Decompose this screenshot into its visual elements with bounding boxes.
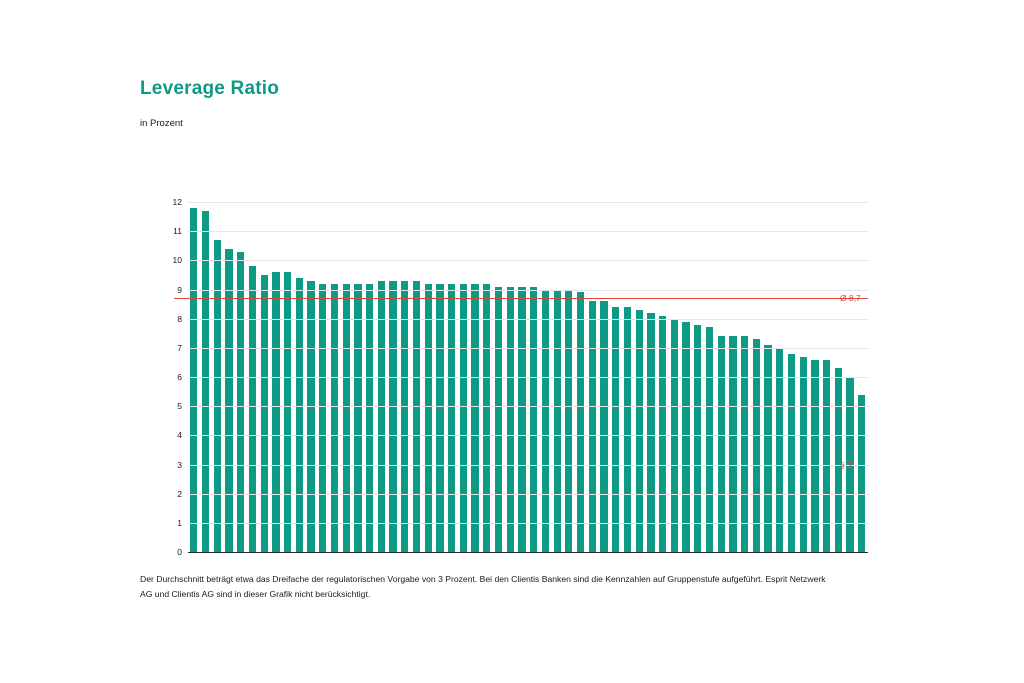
bar (389, 281, 396, 552)
bar (764, 345, 771, 552)
bar (460, 284, 467, 552)
bar (600, 301, 607, 552)
bar (483, 284, 490, 552)
bar (507, 287, 514, 552)
bar (753, 339, 760, 552)
y-axis-tick-label: 11 (173, 226, 182, 237)
y-axis-tick-label: 9 (177, 284, 182, 295)
bar (729, 336, 736, 552)
bar (354, 284, 361, 552)
gridline-11 (173, 226, 868, 237)
bar (495, 287, 502, 552)
bar (741, 336, 748, 552)
chart-subtitle: in Prozent (140, 118, 183, 129)
bar (776, 348, 783, 552)
chart-footnote: Der Durchschnitt beträgt etwa das Dreifache der regulatorischen Vorgabe von 3 Prozent. Bei den Clientis Banken sind die Kennzahlen auf Gruppenstufe aufgeführt. Esprit Netzwerk AG und Clientis AG sind in dieser Grafik nicht berücksichtigt. (140, 574, 826, 599)
bar (272, 272, 279, 552)
bar (261, 275, 268, 552)
bar (471, 284, 478, 552)
bar (858, 395, 865, 553)
bar (565, 290, 572, 553)
average-label: Ø 8,7 (840, 293, 861, 304)
y-axis-tick-label: 4 (177, 430, 182, 441)
gridline-6 (177, 372, 868, 382)
bar (694, 325, 701, 553)
bar (436, 284, 443, 552)
bar (401, 281, 408, 552)
bar (237, 252, 244, 552)
bar (366, 284, 373, 552)
bar (718, 336, 725, 552)
gridline-7 (177, 342, 868, 353)
chart-axes (172, 197, 868, 557)
bar (542, 290, 549, 553)
gridline-12 (172, 197, 868, 207)
bar (448, 284, 455, 552)
chart-plot-area (140, 196, 884, 558)
bar (413, 281, 420, 552)
bar (530, 287, 537, 552)
bar (214, 240, 221, 552)
bar (577, 292, 584, 552)
y-axis-tick-label: 0 (177, 547, 182, 557)
y-axis-tick-label: 12 (172, 197, 182, 207)
gridline-2 (177, 488, 868, 499)
bar (659, 316, 666, 552)
bar (518, 287, 525, 552)
gridline-10 (172, 255, 868, 266)
y-axis-tick-label: 6 (177, 372, 182, 382)
regulatory-minimum-label: § 3 (840, 459, 852, 470)
bar (378, 281, 385, 552)
bar (249, 266, 256, 552)
bar (319, 284, 326, 552)
bar (682, 322, 689, 552)
bar (554, 290, 561, 553)
bar (589, 301, 596, 552)
y-axis-tick-label: 3 (177, 459, 182, 470)
bar (225, 249, 232, 552)
y-axis-tick-label: 2 (177, 488, 182, 499)
gridline-0 (177, 547, 868, 557)
y-axis-tick-label: 8 (177, 313, 182, 324)
bar (343, 284, 350, 552)
y-axis-tick-label: 1 (177, 517, 182, 528)
bar (425, 284, 432, 552)
bar (624, 307, 631, 552)
gridline-4 (177, 430, 868, 441)
bar (202, 211, 209, 552)
gridline-3 (177, 459, 868, 470)
gridline-1 (177, 517, 868, 528)
y-axis-tick-label: 10 (172, 255, 182, 266)
bar (284, 272, 291, 552)
bar (706, 327, 713, 552)
gridline-9 (177, 284, 868, 295)
page-title: Leverage Ratio (140, 78, 280, 99)
y-axis-tick-label: 5 (177, 401, 182, 412)
gridline-8 (177, 313, 868, 324)
bar (331, 284, 338, 552)
bar (612, 307, 619, 552)
y-axis-tick-label: 7 (177, 342, 182, 353)
bar (307, 281, 314, 552)
average-line (174, 298, 868, 299)
bar (636, 310, 643, 552)
gridline-5 (177, 401, 868, 412)
